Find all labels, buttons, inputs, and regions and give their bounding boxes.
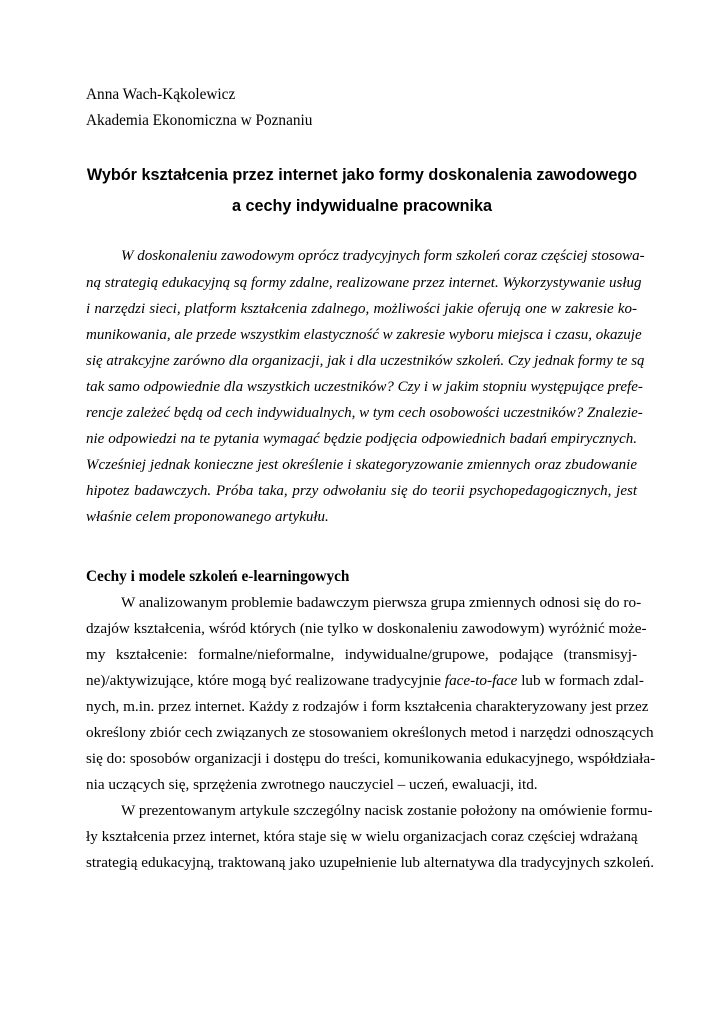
paragraph-line: strategią edukacyjną, traktowaną jako uzupełnienie lub alternatywa dla tradycyjnych szkoleń. bbox=[86, 854, 655, 871]
abstract-line: ną strategią edukacyjną są formy zdalne, realizowane przez internet. Wykorzystywanie usług bbox=[86, 275, 642, 291]
paper-title-line-2: a cechy indywidualne pracownika bbox=[232, 197, 492, 215]
line-segment: ne)/aktywizujące, które mogą być realizowane tradycyjnie bbox=[86, 672, 445, 689]
abstract-line: właśnie celem proponowanego artykułu. bbox=[86, 509, 329, 525]
abstract-line: W doskonaleniu zawodowym oprócz tradycyjnych form szkoleń coraz częściej stosowa- bbox=[121, 248, 645, 264]
emphasis-text: face-to-face bbox=[444, 672, 518, 689]
abstract-line: Wcześniej jednak konieczne jest określenie i skategoryzowanie zmiennych oraz zbudowanie bbox=[86, 457, 637, 473]
paragraph-line: ły kształcenia przez internet, która staje się w wielu organizacjach coraz częściej wdrażaną bbox=[86, 828, 638, 845]
abstract-line: rencje zależeć będą od cech indywidualnych, w tym cech osobowości uczestników? Znalezie- bbox=[86, 405, 643, 421]
author-name: Anna Wach-Kąkolewicz bbox=[86, 86, 236, 103]
abstract-line: tak samo odpowiednie dla wszystkich uczestników? Czy i w jakim stopniu występujące prefe- bbox=[86, 379, 643, 395]
section-heading: Cechy i modele szkoleń e-learningowych bbox=[86, 568, 350, 585]
paragraph-line: się do: sposobów organizacji i dostępu do treści, komunikowania edukacyjnego, współdziała- bbox=[86, 750, 656, 767]
paragraph-line: my kształcenie: formalne/nieformalne, indywidualne/grupowe, podające (transmisyj- bbox=[86, 646, 637, 663]
paragraph-line: określony zbiór cech związanych ze stosowaniem określonych metod i narzędzi odnoszących bbox=[86, 724, 654, 741]
abstract-line: i narzędzi sieci, platform kształcenia zdalnego, możliwości jakie oferują one w zakresie ko- bbox=[86, 301, 637, 317]
paragraph-line: W prezentowanym artykule szczególny nacisk zostanie położony na omówienie formu- bbox=[121, 802, 653, 819]
paragraph-line bbox=[86, 671, 644, 691]
abstract-line: munikowania, ale przede wszystkim elastyczność w zakresie wyboru miejsca i czasu, okazuje bbox=[86, 327, 642, 343]
paragraph-line: nia uczących się, sprzężenia zwrotnego nauczyciel – uczeń, ewaluacji, itd. bbox=[86, 776, 538, 793]
abstract-line: hipotez badawczych. Próba taka, przy odwołaniu się do teorii psychopedagogicznych, jest bbox=[86, 483, 637, 499]
abstract-line: nie odpowiedzi na te pytania wymagać będzie podjęcia odpowiednich badań empirycznych. bbox=[86, 431, 637, 447]
paragraph-line: W analizowanym problemie badawczym pierwsza grupa zmiennych odnosi się do ro- bbox=[121, 594, 642, 611]
paragraph-line: dzajów kształcenia, wśród których (nie tylko w doskonaleniu zawodowym) wyróżnić może- bbox=[86, 620, 647, 637]
paragraph-line: nych, m.in. przez internet. Każdy z rodzajów i form kształcenia charakteryzowany jest przez bbox=[86, 698, 649, 715]
line-segment: lub w formach zdal- bbox=[517, 672, 644, 689]
paper-title-line-1: Wybór kształcenia przez internet jako formy doskonalenia zawodowego bbox=[86, 166, 638, 184]
author-affiliation: Akademia Ekonomiczna w Poznaniu bbox=[86, 112, 313, 129]
abstract-line: się atrakcyjne zarówno dla organizacji, jak i dla uczestników szkoleń. Czy jednak formy te są bbox=[86, 353, 645, 369]
